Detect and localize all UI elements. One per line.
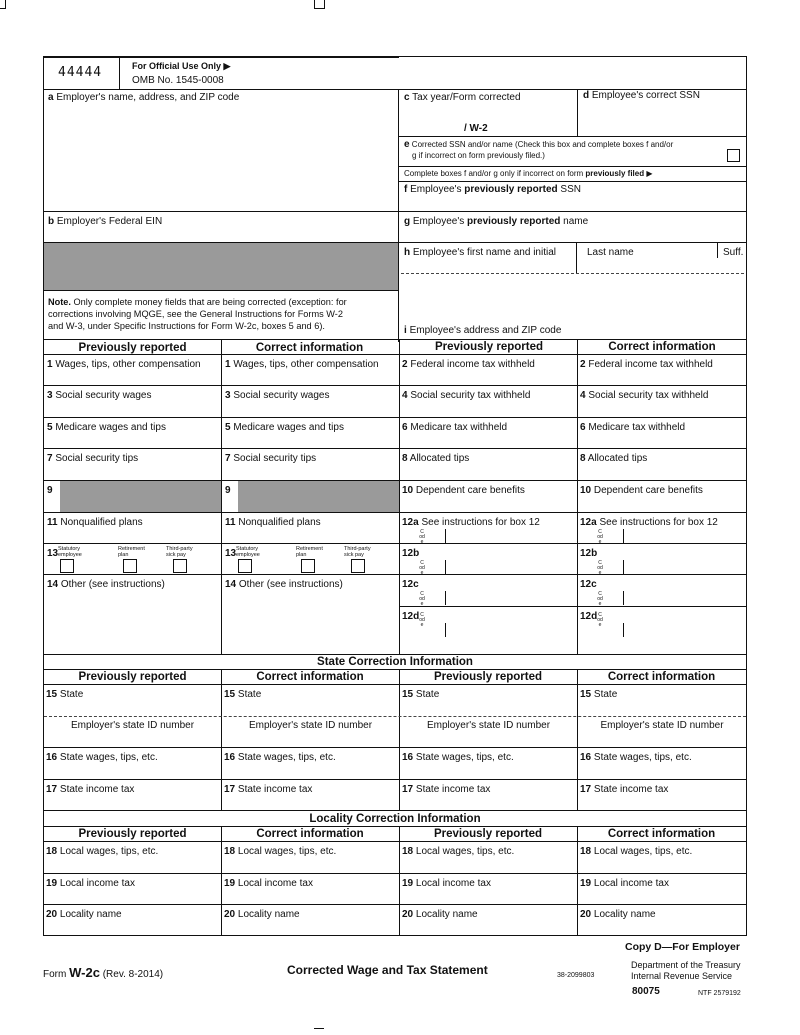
code-label: Code (597, 591, 603, 607)
box-label: Social security tax withheld (585, 390, 709, 401)
box-number: 9 (225, 485, 231, 496)
box-f-label: f Employee's previously reported SSN (404, 184, 581, 195)
state-hdr-prev-1: Previously reported (78, 671, 187, 683)
right-row-line (399, 574, 746, 575)
state-id-label[interactable]: Employer's state ID number (248, 720, 373, 731)
e-bottom (398, 166, 746, 167)
box-number: 19 (224, 878, 236, 889)
money-box-6-correct[interactable] (580, 422, 685, 434)
code-label: Code (597, 612, 603, 628)
box-label: Local income tax (413, 878, 491, 889)
box-e-line2: g if incorrect on form previously filed.) (412, 151, 545, 160)
box-number: 13 (47, 548, 59, 559)
left-row-line (44, 448, 399, 449)
locality-box-18[interactable] (580, 846, 692, 858)
box-label: Wages, tips, other compensation (230, 359, 379, 370)
note-line1: Note. Only complete money fields that are being corrected (exception: for (48, 297, 347, 307)
box-label: Other (see instructions) (236, 579, 343, 590)
crop-mark-top-center (314, 0, 325, 9)
state-box-16[interactable] (402, 752, 514, 764)
hdr-prev-1: Previously reported (78, 342, 187, 354)
hdr-corr-2: Correct information (608, 341, 716, 353)
box-label: Locality name (413, 909, 478, 920)
box13-statutory-checkbox[interactable] (60, 559, 74, 573)
money-box-12c-correct[interactable] (580, 579, 597, 591)
locality-title: Locality Correction Information (309, 813, 481, 825)
box-a-label: a Employer's name, address, and ZIP code (48, 92, 240, 103)
box-number: 12c (402, 579, 419, 590)
right-row-line (399, 606, 746, 607)
box-number: 12c (580, 579, 597, 590)
box-number: 18 (224, 846, 236, 857)
box-number: 15 (224, 689, 236, 700)
box-number: 16 (224, 752, 236, 763)
right-row-line (399, 448, 746, 449)
box-number: 12a (402, 517, 419, 528)
code-separator (623, 529, 624, 543)
box13-retirement-checkbox[interactable] (301, 559, 315, 573)
box-label: See instructions for box 12 (418, 517, 540, 528)
box-number: 19 (402, 878, 414, 889)
box-number: 6 (402, 422, 408, 433)
code-label: Code (419, 612, 425, 628)
box-number: 8 (580, 453, 586, 464)
state-row-line (44, 779, 746, 780)
code-separator (445, 623, 446, 637)
right-row-line (399, 417, 746, 418)
state-box-16[interactable] (46, 752, 158, 764)
box-number: 12b (580, 548, 598, 559)
box-number: 3 (47, 390, 53, 401)
money-hdr-bottom (44, 354, 746, 355)
box-label: Other (see instructions) (58, 579, 165, 590)
state-bottom (44, 810, 746, 811)
box9-corr-shade (238, 481, 399, 512)
complete-boxes-note: Complete boxes f and/or g only if incorrect on form previously filed ▶ (404, 169, 653, 178)
locality-box-20[interactable] (224, 909, 300, 921)
box9-prev-shade (60, 481, 221, 512)
box-label: Social security tax withheld (407, 390, 531, 401)
box-number: 11 (47, 517, 58, 528)
loc-div-3 (577, 826, 578, 936)
box-number: 20 (224, 909, 236, 920)
form-code: 80075 (632, 986, 660, 997)
box-label: State income tax (235, 784, 313, 795)
money-box-3-previous[interactable] (47, 390, 152, 402)
loc-hdr-corr-1: Correct information (256, 828, 364, 840)
left-row-line (44, 574, 399, 575)
state-box-15[interactable] (402, 689, 439, 701)
money-box-8-previous[interactable] (402, 453, 469, 465)
box-number: 17 (402, 784, 414, 795)
box-number: 2 (580, 359, 586, 370)
box-label: Locality name (57, 909, 122, 920)
box-number: 1 (47, 359, 53, 370)
state-id-label[interactable]: Employer's state ID number (600, 720, 724, 731)
box-label: Social security wages (52, 390, 152, 401)
box-i-label: i Employee's address and ZIP code (404, 325, 562, 336)
box-number: 12d (402, 611, 420, 622)
state-box-16[interactable] (580, 752, 692, 764)
money-box-2-previous[interactable] (402, 359, 535, 371)
box-label: Local wages, tips, etc. (413, 846, 515, 857)
code-label: Code (597, 560, 603, 576)
dept-line2: Internal Revenue Service (631, 971, 733, 981)
box-number: 13 (225, 548, 237, 559)
state-box-15[interactable] (580, 689, 617, 701)
box-number: 15 (580, 689, 592, 700)
box-label: State wages, tips, etc. (413, 752, 514, 763)
money-box-5-previous[interactable] (47, 422, 166, 434)
copy-label: Copy D—For Employer (625, 941, 740, 953)
box-label: Medicare wages and tips (52, 422, 166, 433)
box-label: Local income tax (235, 878, 313, 889)
money-box-8-correct[interactable] (580, 453, 647, 465)
official-use-label: For Official Use Only ▶ (132, 61, 231, 71)
note-line3: and W-3, under Specific Instructions for Form W-2c, boxes 5 and 6). (48, 321, 325, 331)
box-number: 16 (46, 752, 58, 763)
crop-mark-bottom (314, 1028, 324, 1029)
money-box-12d-previous[interactable] (402, 611, 419, 623)
locality-box-20[interactable] (580, 909, 656, 921)
box13-thirdparty-checkbox[interactable] (351, 559, 365, 573)
loc-hdr-prev-1: Previously reported (78, 828, 187, 840)
right-row-line (399, 512, 746, 513)
box-d-label: d Employee's correct SSN (583, 90, 700, 101)
code-separator (445, 560, 446, 574)
left-col-divider (221, 339, 222, 654)
cat-number: 38-2099803 (557, 972, 595, 979)
box-label: Local income tax (57, 878, 135, 889)
box13-thirdparty-label: Third-party sick pay (166, 546, 193, 558)
box-number: 5 (47, 422, 53, 433)
box-label: State income tax (591, 784, 669, 795)
code-separator (623, 623, 624, 637)
box-number: 17 (580, 784, 592, 795)
box-label: State wages, tips, etc. (235, 752, 336, 763)
state-hdr-prev-2: Previously reported (433, 671, 542, 683)
box-e-line1: e Corrected SSN and/or name (Check this box and complete boxes f and/or (404, 139, 674, 150)
box13-statutory-checkbox[interactable] (238, 559, 252, 573)
code-separator (623, 560, 624, 574)
state-box-17[interactable] (224, 784, 312, 796)
box-label: Medicare wages and tips (230, 422, 344, 433)
box-number: 20 (402, 909, 414, 920)
h-divider-1 (576, 242, 577, 273)
locality-box-18[interactable] (46, 846, 158, 858)
form-label: Form W-2c (Rev. 8-2014) (43, 965, 164, 980)
money-box-7-previous[interactable] (47, 453, 138, 465)
code-separator (445, 591, 446, 605)
box-label: State (57, 689, 84, 700)
code-label: Code (597, 529, 603, 545)
dept-line1: Department of the Treasury (631, 960, 741, 970)
box-number: 12a (580, 517, 597, 528)
control-number: 44444 (58, 65, 103, 80)
money-box-10-correct[interactable] (580, 485, 703, 497)
left-row-line (44, 543, 399, 544)
left-right-divider-top (398, 89, 399, 342)
state-id-label[interactable]: Employer's state ID number (426, 720, 551, 731)
state-row-line (44, 747, 746, 748)
box-label: See instructions for box 12 (596, 517, 718, 528)
box-number: 19 (46, 878, 58, 889)
shaded-area (44, 243, 398, 290)
right-row-line (399, 480, 746, 481)
code-label: Code (419, 560, 425, 576)
loc-row-line (44, 904, 746, 905)
state-box-17[interactable] (46, 784, 134, 796)
money-box-12d-correct[interactable] (580, 611, 597, 623)
h-dashed (401, 273, 744, 274)
box-label: Local wages, tips, etc. (57, 846, 159, 857)
box-label: Medicare tax withheld (585, 422, 686, 433)
h-divider-2 (717, 242, 718, 258)
locality-box-19[interactable] (402, 878, 491, 890)
money-box-12b-correct[interactable] (580, 548, 597, 560)
box-number: 7 (225, 453, 231, 464)
right-row-line (399, 543, 746, 544)
box-number: 18 (580, 846, 592, 857)
box-h-label: h Employee's first name and initial (404, 247, 556, 258)
note-line2: corrections involving MQGE, see the General Instructions for Forms W-2 (48, 309, 343, 319)
money-box-3-correct[interactable] (225, 390, 330, 402)
box13-thirdparty-label: Third-party sick pay (344, 546, 371, 558)
box-number: 12d (580, 611, 598, 622)
box-number: 15 (402, 689, 414, 700)
loc-div-1 (221, 826, 222, 936)
box-number: 8 (402, 453, 408, 464)
hdr-corr-1: Correct information (255, 342, 364, 354)
box-label: Nonqualified plans (235, 517, 321, 528)
box-number: 18 (46, 846, 58, 857)
box13-retirement-checkbox[interactable] (123, 559, 137, 573)
box-number: 11 (225, 517, 236, 528)
box-number: 20 (580, 909, 592, 920)
crop-mark-top-left (0, 0, 6, 9)
box-label: Social security tips (230, 453, 317, 464)
money-box-12a-correct[interactable] (580, 517, 718, 529)
money-box-4-correct[interactable] (580, 390, 708, 402)
money-box-9-previous[interactable] (47, 485, 53, 497)
money-box-12a-previous[interactable] (402, 517, 540, 529)
money-box-9-correct[interactable] (225, 485, 231, 497)
box13-thirdparty-checkbox[interactable] (173, 559, 187, 573)
box-number: 4 (402, 390, 408, 401)
money-box-5-correct[interactable] (225, 422, 344, 434)
money-box-2-correct[interactable] (580, 359, 713, 371)
box-number: 15 (46, 689, 58, 700)
box-label: State wages, tips, etc. (57, 752, 158, 763)
state-box-16[interactable] (224, 752, 336, 764)
box-number: 10 (580, 485, 592, 496)
loc-hdr-prev-2: Previously reported (433, 828, 542, 840)
box-number: 20 (46, 909, 58, 920)
locality-box-20[interactable] (402, 909, 478, 921)
left-row-line (44, 385, 399, 386)
box-number: 19 (580, 878, 592, 889)
ntf-number: NTF 2579192 (698, 990, 741, 997)
box13-retirement-label: Retirement plan (118, 546, 145, 558)
omb-number: OMB No. 1545-0008 (132, 75, 224, 86)
state-div-2 (399, 669, 400, 810)
code-label: Code (419, 529, 425, 545)
gray-bottom (44, 290, 398, 291)
locality-box-18[interactable] (224, 846, 336, 858)
box-number: 9 (47, 485, 53, 496)
state-box-15[interactable] (224, 689, 261, 701)
a-bottom (44, 211, 746, 212)
box-label: Federal income tax withheld (407, 359, 535, 370)
box-e-checkbox[interactable] (727, 149, 740, 162)
box-c-label: c Tax year/Form corrected (404, 92, 521, 103)
box13-statutory-label: Statutory employee (236, 546, 260, 558)
box-label: Allocated tips (407, 453, 470, 464)
box-label: Social security wages (230, 390, 330, 401)
money-box-1-previous[interactable] (47, 359, 201, 371)
box-label: State (591, 689, 618, 700)
money-box-14-correct[interactable] (225, 579, 343, 591)
state-div-1 (221, 669, 222, 810)
box-label: Locality name (235, 909, 300, 920)
box-number: 3 (225, 390, 231, 401)
money-box-11-correct[interactable] (225, 517, 321, 529)
state-id-label[interactable]: Employer's state ID number (70, 720, 195, 731)
box-label: Social security tips (52, 453, 139, 464)
code-separator (445, 529, 446, 543)
locality-box-20[interactable] (46, 909, 122, 921)
money-box-14-previous[interactable] (47, 579, 165, 591)
money-box-1-correct[interactable] (225, 359, 379, 371)
box-number: 5 (225, 422, 231, 433)
cd-bottom (398, 136, 746, 137)
loc-div-2 (399, 826, 400, 936)
box-number: 14 (225, 579, 237, 590)
state-hdr-bottom (44, 684, 746, 685)
money-box-12b-previous[interactable] (402, 548, 419, 560)
box-number: 16 (580, 752, 592, 763)
state-div-3 (577, 669, 578, 810)
box-label: Local income tax (591, 878, 669, 889)
w2c-form (43, 56, 747, 936)
money-box-4-previous[interactable] (402, 390, 530, 402)
box13-retirement-label: Retirement plan (296, 546, 323, 558)
box-label: Dependent care benefits (591, 485, 703, 496)
loc-hdr-corr-2: Correct information (607, 828, 716, 840)
money-box-6-previous[interactable] (402, 422, 507, 434)
money-box-12c-previous[interactable] (402, 579, 419, 591)
code-label: Code (419, 591, 425, 607)
box-label: Medicare tax withheld (407, 422, 508, 433)
box-number: 17 (46, 784, 58, 795)
box-number: 2 (402, 359, 408, 370)
hdr-prev-2: Previously reported (434, 341, 543, 353)
loc-row-line (44, 873, 746, 874)
box-label: State (413, 689, 440, 700)
box-number: 14 (47, 579, 59, 590)
box-label: Local wages, tips, etc. (591, 846, 693, 857)
box-g-label: g Employee's previously reported name (404, 216, 589, 227)
money-box-11-previous[interactable] (47, 517, 143, 529)
state-box-17[interactable] (402, 784, 490, 796)
box-h-suff: Suff. (723, 247, 744, 258)
box-number: 12b (402, 548, 420, 559)
box-label: State wages, tips, etc. (591, 752, 692, 763)
box-number: 6 (580, 422, 586, 433)
state-hdr-corr-2: Correct information (607, 671, 716, 683)
locality-box-19[interactable] (580, 878, 669, 890)
money-box-13-previous[interactable] (47, 548, 58, 560)
box-number: 7 (47, 453, 53, 464)
money-box-7-correct[interactable] (225, 453, 316, 465)
locality-box-18[interactable] (402, 846, 514, 858)
state-box-15[interactable] (46, 689, 83, 701)
state-box-17[interactable] (580, 784, 668, 796)
control-divider (119, 57, 120, 89)
state-hdr-corr-1: Correct information (256, 671, 364, 683)
loc-hdr-bottom (44, 841, 746, 842)
left-row-line (44, 512, 399, 513)
box-label: State income tax (57, 784, 135, 795)
box-b-label: b Employer's Federal EIN (48, 216, 163, 227)
box-label: Federal income tax withheld (585, 359, 713, 370)
state-dashed (44, 716, 746, 717)
box-c-value: / W-2 (464, 123, 488, 134)
note-bottom (398, 181, 746, 182)
locality-box-19[interactable] (46, 878, 135, 890)
box-label: Allocated tips (585, 453, 648, 464)
box-label: Local wages, tips, etc. (235, 846, 337, 857)
box13-statutory-label: Statutory employee (58, 546, 82, 558)
box-label: State income tax (413, 784, 491, 795)
left-row-line (44, 417, 399, 418)
box-label: Dependent care benefits (413, 485, 525, 496)
box-label: Locality name (591, 909, 656, 920)
box-number: 4 (580, 390, 586, 401)
code-separator (623, 591, 624, 605)
box-h-last: Last name (587, 247, 634, 258)
box-number: 18 (402, 846, 414, 857)
box-label: Nonqualified plans (57, 517, 143, 528)
state-title: State Correction Information (317, 656, 473, 668)
box-number: 1 (225, 359, 231, 370)
cd-divider (577, 89, 578, 136)
box-number: 16 (402, 752, 414, 763)
box-number: 17 (224, 784, 236, 795)
money-box-10-previous[interactable] (402, 485, 525, 497)
money-row-line (44, 57, 399, 58)
money-box-13-correct[interactable] (225, 548, 236, 560)
locality-box-19[interactable] (224, 878, 313, 890)
form-title: Corrected Wage and Tax Statement (287, 963, 488, 977)
box-label: Wages, tips, other compensation (52, 359, 201, 370)
box-number: 10 (402, 485, 414, 496)
box-label: State (235, 689, 262, 700)
right-row-line (399, 385, 746, 386)
